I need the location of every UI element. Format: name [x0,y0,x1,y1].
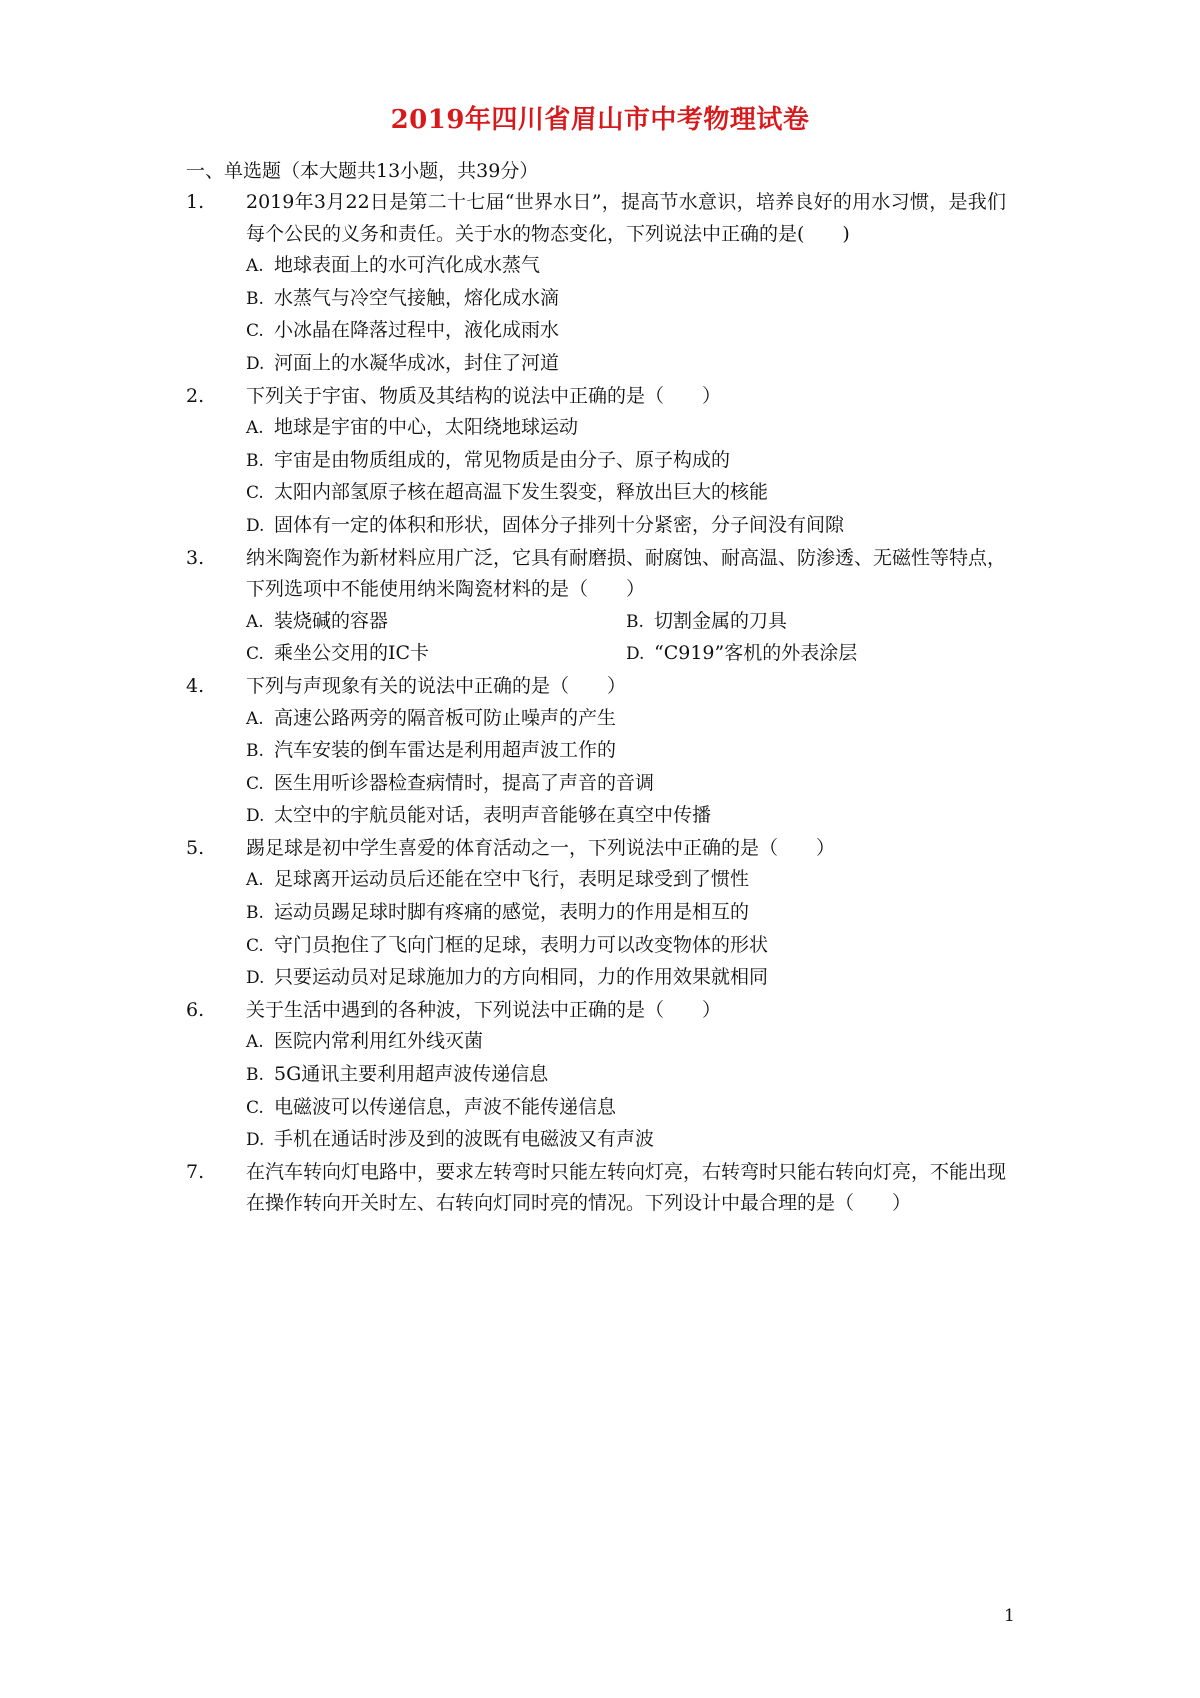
question-stem: 2019年3月22日是第二十七届“世界水日”，提高节水意识，培养良好的用水习惯，是我们每个公民的义务和责任。关于水的物态变化，下列说法中正确的是( ) [246,191,1006,245]
option-list [246,864,1006,994]
question-3 [186,543,1006,671]
question-7 [186,1157,1006,1220]
exam-title: 2019年四川省眉山市中考物理试卷 [390,105,810,135]
option-text: 医院内常利用红外线灭菌 [274,1030,484,1053]
option-a [246,864,1006,897]
option-b [246,445,1006,478]
option-d [626,638,1006,671]
option-text: 汽车安装的倒车雷达是利用超声波工作的 [274,739,617,762]
question-number: 1. [186,191,205,213]
option-text: 固体有一定的体积和形状，固体分子排列十分紧密，分子间没有间隙 [274,513,845,536]
option-d [246,510,1006,543]
option-b [246,283,1006,316]
option-c [246,638,626,671]
option-letter: A. [246,611,264,632]
option-letter: B. [246,450,264,471]
option-letter: D. [246,806,265,827]
question-stem: 下列与声现象有关的说法中正确的是（ ） [246,674,627,697]
question-6 [186,995,1006,1157]
option-letter: B. [626,611,644,632]
option-list [246,250,1006,380]
option-letter: A. [246,418,264,439]
option-text: 守门员抱住了飞向门框的足球，表明力可以改变物体的形状 [274,933,769,956]
option-b [246,1059,1006,1092]
option-d [246,1124,1006,1157]
question-number: 7. [186,1160,205,1183]
option-list [246,412,1006,542]
option-b [246,735,1006,768]
option-text: 宇宙是由物质组成的，常见物质是由分子、原子构成的 [274,448,731,471]
option-text: 电磁波可以传递信息，声波不能传递信息 [274,1095,617,1118]
option-d [246,800,1006,833]
option-text: 运动员踢足球时脚有疼痛的感觉，表明力的作用是相互的 [274,901,750,924]
question-number: 4. [186,674,205,697]
option-a [246,250,1006,283]
option-a [246,412,1006,445]
option-letter: C. [246,644,264,665]
option-letter: D. [246,515,265,536]
option-letter: B. [246,1065,264,1086]
option-c [246,768,1006,801]
option-letter: D. [246,968,265,989]
option-b [626,606,1006,639]
option-c [246,1092,1006,1125]
option-c [246,930,1006,963]
option-text: 太空中的宇航员能对话，表明声音能够在真空中传播 [274,804,712,827]
option-text: 小冰晶在降落过程中，液化成雨水 [274,319,560,342]
option-text: 5G通讯主要利用超声波传递信息 [274,1063,549,1086]
option-letter: C. [246,483,264,504]
question-4 [186,671,1006,833]
option-letter: B. [246,903,264,924]
option-text: 只要运动员对足球施加力的方向相同，力的作用效果就相同 [274,966,769,989]
option-text: 切割金属的刀具 [654,609,788,632]
question-stem: 关于生活中遇到的各种波，下列说法中正确的是（ ） [246,998,722,1021]
option-a [246,1026,1006,1059]
question-stem: 踢足球是初中学生喜爱的体育活动之一，下列说法中正确的是（ ） [246,836,836,859]
option-a [246,606,626,639]
option-text: 高速公路两旁的隔音板可防止噪声的产生 [274,706,617,729]
question-stem: 下列关于宇宙、物质及其结构的说法中正确的是（ ） [246,384,722,407]
option-c [246,477,1006,510]
question-5 [186,833,1006,995]
option-letter: C. [246,773,264,794]
option-b [246,897,1006,930]
option-text: 水蒸气与冷空气接触，熔化成水滴 [274,286,560,309]
option-d [246,962,1006,995]
option-text: 乘坐公交用的IC卡 [274,642,430,665]
option-list [246,1026,1006,1156]
option-c [246,315,1006,348]
question-number: 3. [186,546,205,569]
option-d [246,348,1006,381]
option-letter: A. [246,870,264,891]
option-text: 足球离开运动员后还能在空中飞行，表明足球受到了惯性 [274,868,750,891]
question-number: 2. [186,384,205,407]
option-letter: B. [246,288,264,309]
option-letter: A. [246,708,264,729]
option-text: 手机在通话时涉及到的波既有电磁波又有声波 [274,1128,655,1151]
option-text: “C919”客机的外表涂层 [654,642,858,665]
option-letter: C. [246,1097,264,1118]
question-1 [186,187,1006,381]
option-letter: D. [626,644,645,665]
option-text: 医生用听诊器检查病情时，提高了声音的音调 [274,771,655,794]
option-letter: B. [246,741,264,762]
question-number: 6. [186,998,205,1021]
option-letter: A. [246,1032,264,1053]
option-letter: D. [246,353,265,374]
option-letter: D. [246,1130,265,1151]
page-number: 1 [1004,1606,1015,1626]
option-text: 地球表面上的水可汽化成水蒸气 [274,254,541,277]
option-text: 装烧碱的容器 [274,609,389,632]
question-number: 5. [186,836,205,859]
option-text: 太阳内部氢原子核在超高温下发生裂变，释放出巨大的核能 [274,481,769,504]
option-text: 河面上的水凝华成冰，封住了河道 [274,351,560,374]
question-stem: 纳米陶瓷作为新材料应用广泛，它具有耐磨损、耐腐蚀、耐高温、防渗透、无磁性等特点，下列选项中不能使用纳米陶瓷材料的是（ ） [246,546,1007,601]
option-letter: A. [246,256,264,277]
section-heading: 一、单选题（本大题共13小题，共39分） [186,160,539,182]
question-list [186,187,1006,1220]
option-list [246,703,1006,833]
option-letter: C. [246,321,264,342]
option-letter: C. [246,935,264,956]
question-stem: 在汽车转向灯电路中，要求左转弯时只能左转向灯亮，右转弯时只能右转向灯亮，不能出现在操作转向开关时左、右转向灯同时亮的情况。下列设计中最合理的是（ ） [246,1160,1007,1215]
option-text: 地球是宇宙的中心，太阳绕地球运动 [274,416,579,439]
question-2 [186,381,1006,543]
option-list [246,606,1006,671]
option-a [246,703,1006,736]
